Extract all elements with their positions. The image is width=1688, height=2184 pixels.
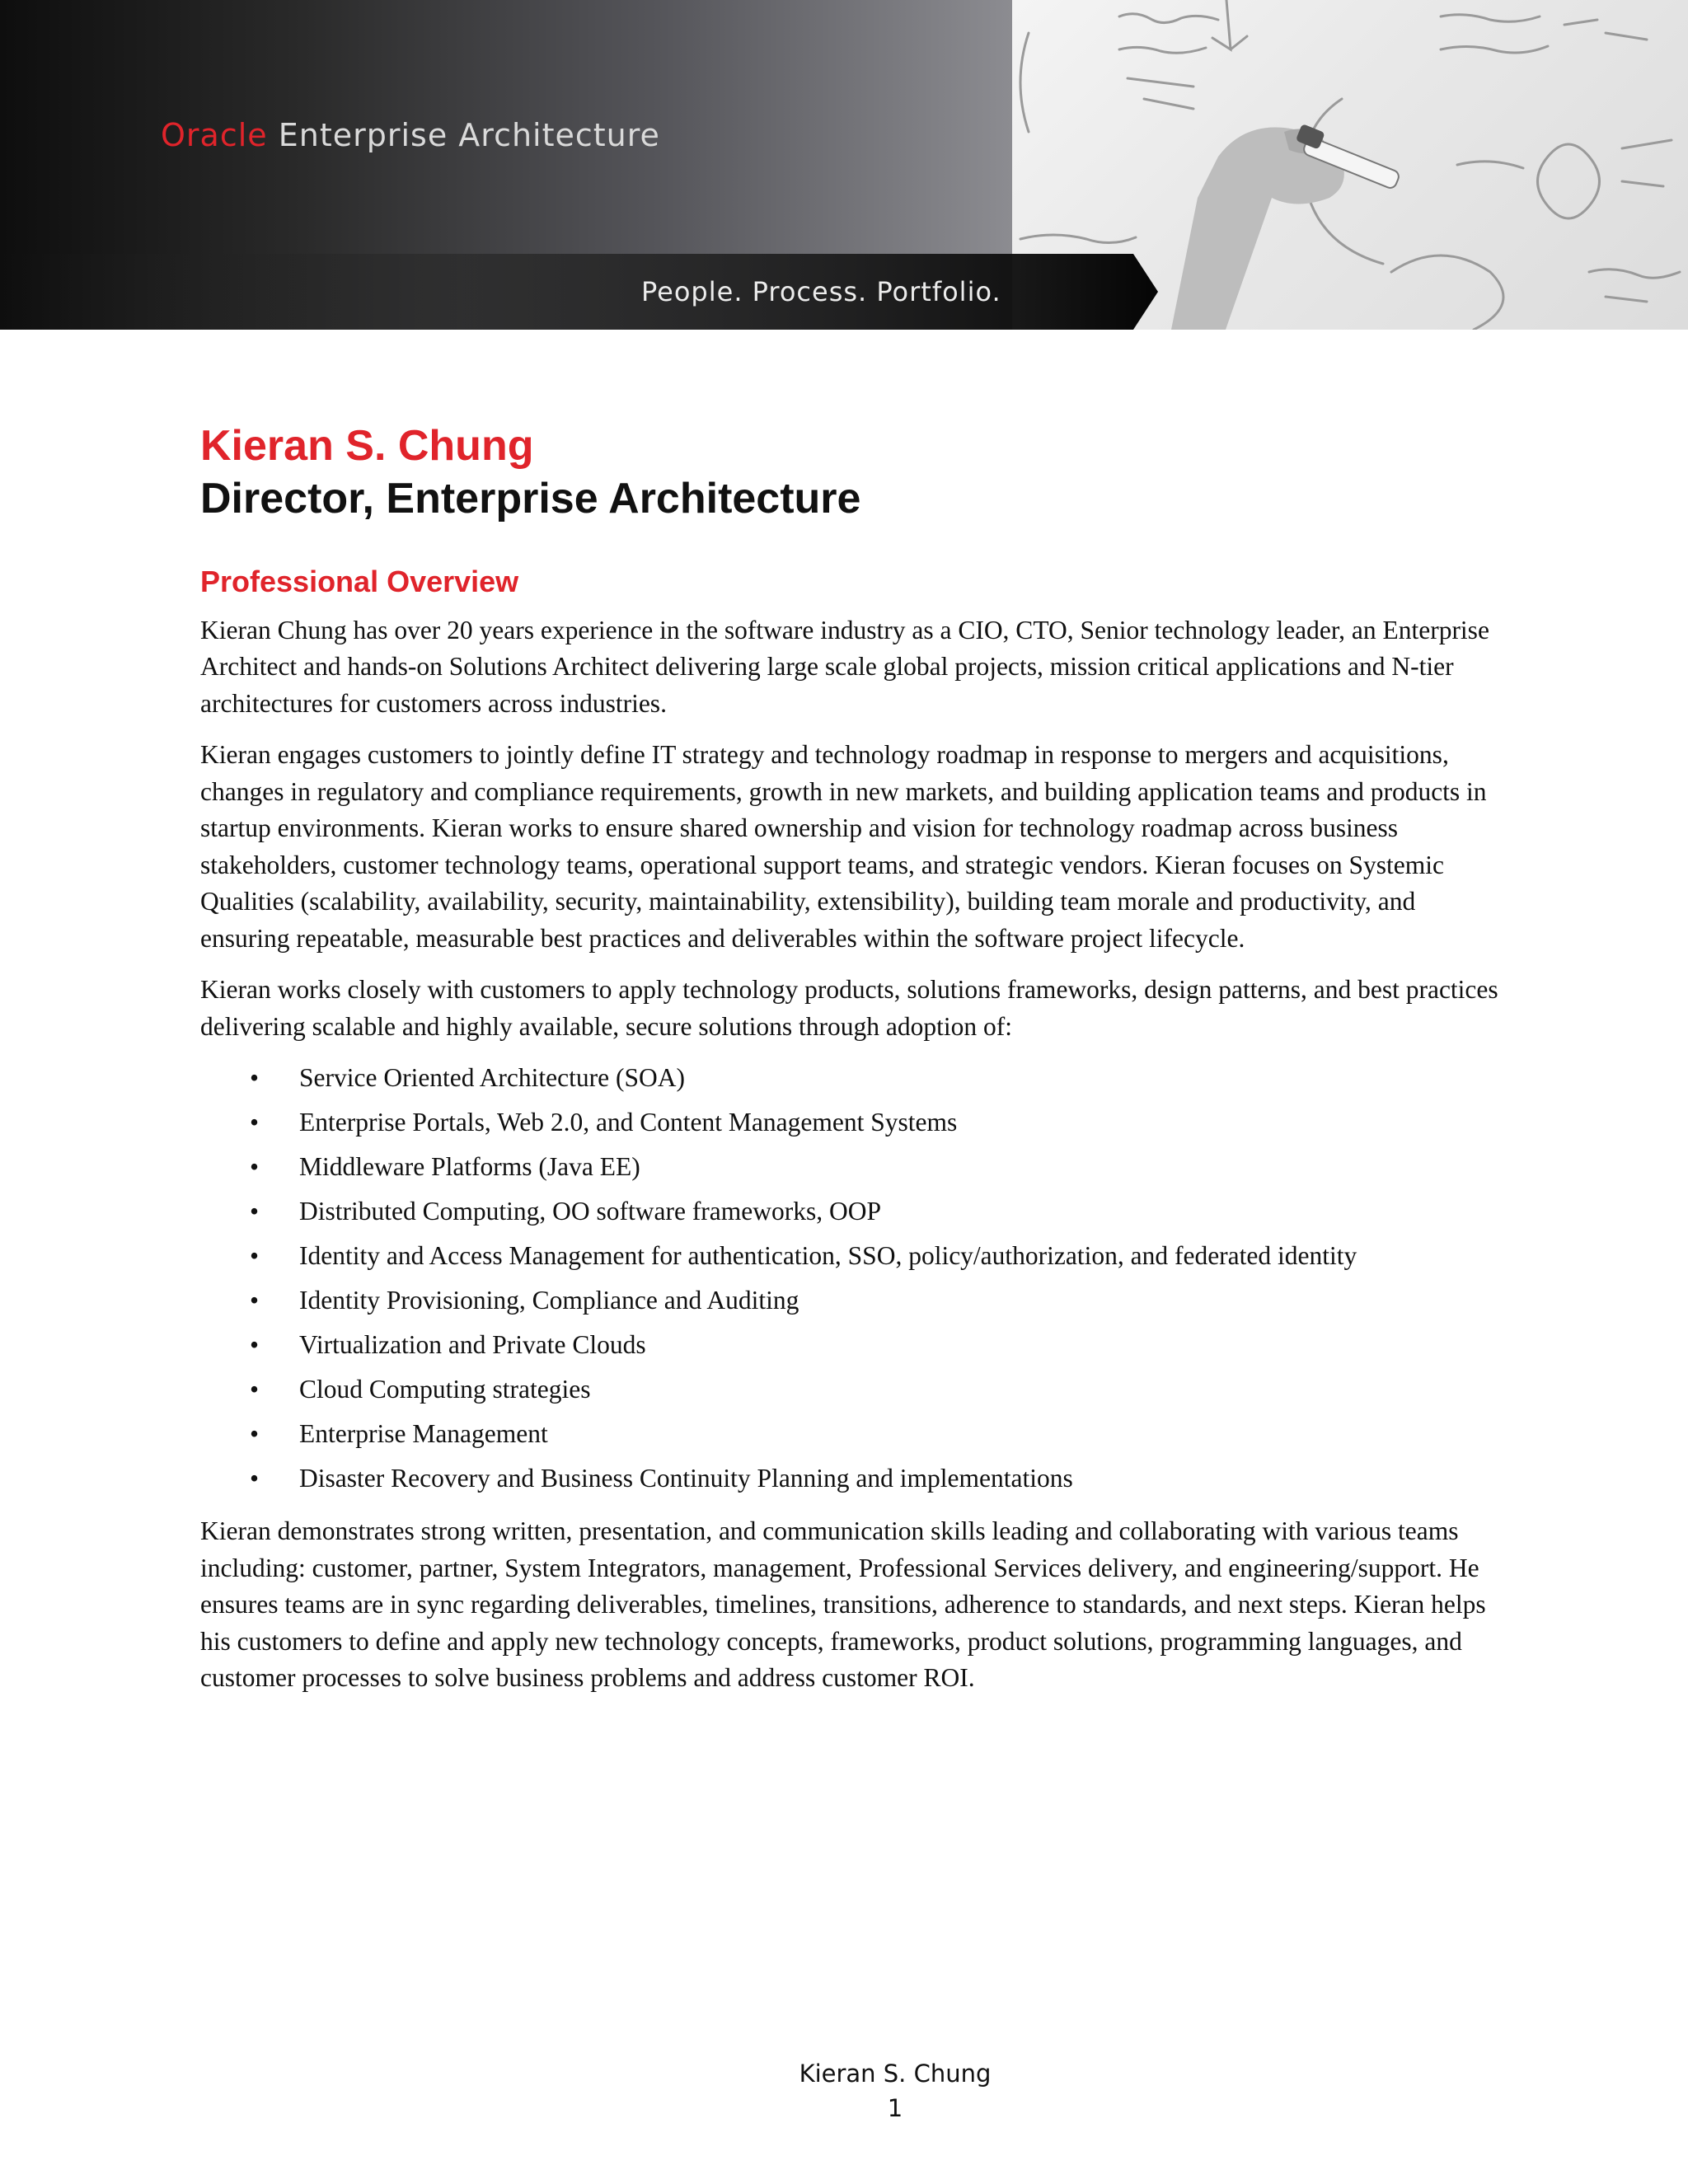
list-item: • Cloud Computing strategies	[200, 1371, 1503, 1408]
technology-list	[200, 1060, 1503, 1497]
bullet-icon: •	[250, 1063, 260, 1093]
list-item: • Virtualization and Private Clouds	[200, 1327, 1503, 1363]
document-body	[200, 420, 1503, 1712]
bullet-icon: •	[250, 1419, 260, 1449]
bullet-icon: •	[250, 1464, 260, 1493]
list-item: • Service Oriented Architecture (SOA)	[200, 1060, 1503, 1096]
bullet-icon: •	[250, 1241, 260, 1271]
section-heading-overview: Professional Overview	[200, 564, 519, 598]
list-item: • Middleware Platforms (Java EE)	[200, 1149, 1503, 1185]
page-footer	[0, 2056, 1688, 2125]
list-item: • Identity Provisioning, Compliance and Auditing	[200, 1282, 1503, 1319]
job-title: Director, Enterprise Architecture	[200, 475, 861, 523]
bullet-icon: •	[250, 1152, 260, 1182]
list-item: • Identity and Access Management for authentication, SSO, policy/authorization, and federated identity	[200, 1238, 1503, 1274]
page-number: 1	[887, 2094, 903, 2122]
list-item: • Distributed Computing, OO software frameworks, OOP	[200, 1193, 1503, 1230]
bullet-icon: •	[250, 1330, 260, 1360]
overview-paragraph-1: Kieran Chung has over 20 years experience in the software industry as a CIO, CTO, Senior technology leader, an Enterprise Architect and hands-on Solutions Architect delivering large scale global projects, mission critical applications and N-tier architectures for customers across industries.	[200, 615, 1489, 718]
bullet-icon: •	[250, 1286, 260, 1315]
overview-closing-paragraph: Kieran demonstrates strong written, presentation, and communication skills leading and collaborating with various teams including: customer, partner, System Integrators, management, Professional Services delivery, and engineering/support. He ensures teams are in sync regarding deliverables, timelines, transitions, adherence to standards, and next steps. Kieran helps his customers to define and apply new technology concepts, frameworks, product solutions, programming languages, and customer processes to solve business problems and address customer ROI.	[200, 1516, 1486, 1693]
brand-ea-text: Enterprise Architecture	[267, 117, 660, 153]
tagline-text: People. Process. Portfolio.	[641, 276, 1001, 307]
brand-oracle-text: Oracle	[161, 117, 268, 153]
list-item: • Enterprise Management	[200, 1416, 1503, 1452]
footer-name: Kieran S. Chung	[799, 2060, 992, 2088]
person-name: Kieran S. Chung	[200, 422, 534, 470]
overview-paragraph-3: Kieran works closely with customers to apply technology products, solutions frameworks, design patterns, and best practices delivering scalable and highly available, secure solutions through adoption of:	[200, 975, 1498, 1041]
list-item: • Disaster Recovery and Business Continuity Planning and implementations	[200, 1460, 1503, 1497]
bullet-icon: •	[250, 1197, 260, 1226]
overview-paragraph-2: Kieran engages customers to jointly define IT strategy and technology roadmap in response to mergers and acquisitions, changes in regulatory and compliance requirements, growth in new markets, and building application teams and products in startup environments. Kieran works to ensure shared ownership and vision for technology roadmap across business stakeholders, customer technology teams, operational support teams, and strategic vendors. Kieran focuses on Systemic Qualities (scalability, availability, security, maintainability, extensibility), building team morale and productivity, and ensuring repeatable, measurable best practices and deliverables within the software project lifecycle.	[200, 740, 1487, 953]
bullet-icon: •	[250, 1375, 260, 1404]
brand-logo	[161, 117, 660, 153]
bullet-icon: •	[250, 1108, 260, 1137]
header-banner	[0, 0, 1688, 330]
list-item: • Enterprise Portals, Web 2.0, and Content Management Systems	[200, 1104, 1503, 1141]
